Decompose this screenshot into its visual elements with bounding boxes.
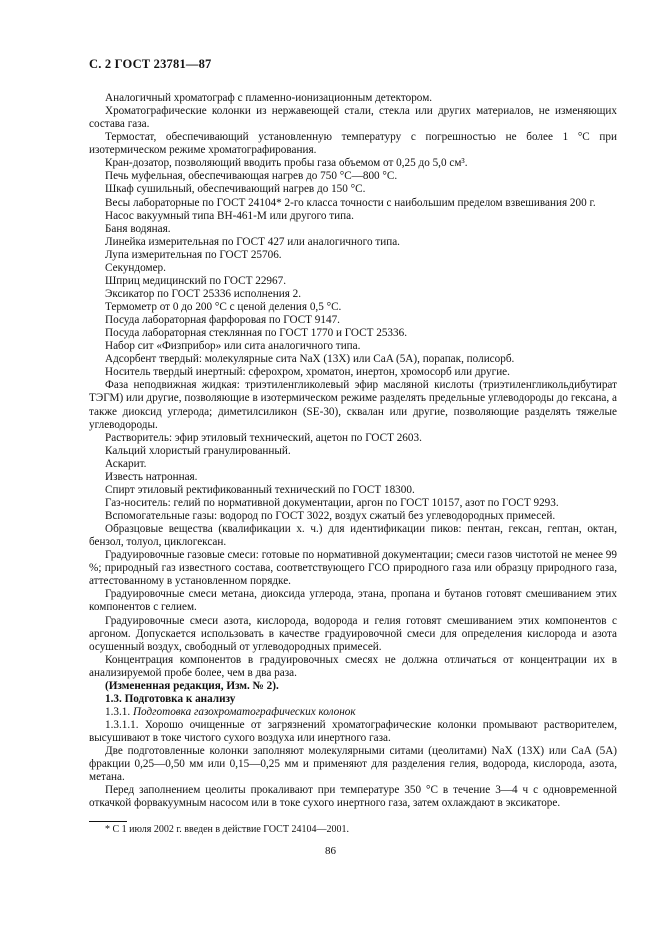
paragraph: Термометр от 0 до 200 °С с ценой деления 0,5 °С. xyxy=(105,301,342,313)
paragraph: Кальций хлористый гранулированный. xyxy=(105,444,291,457)
paragraph: Набор сит «Физприбор» или сита аналогичного типа. xyxy=(105,340,361,353)
body-text xyxy=(89,92,617,810)
paragraph: Насос вакуумный типа ВН-461-М или другого типа. xyxy=(105,209,354,222)
paragraph: Концентрация компонентов в градуировочных смесях не должна отличаться от концентрации их в анализируемой пробе более, чем в два раза. xyxy=(89,653,617,679)
paragraph: Газ-носитель: гелий по нормативной документации, аргон по ГОСТ 10157, азот по ГОСТ 9293. xyxy=(105,496,559,509)
paragraph: Аскарит. xyxy=(105,457,147,470)
footnote-divider xyxy=(89,821,127,822)
paragraph: Перед заполнением цеолиты прокаливают при температуре 350 °С в течение 3—4 ч с одновременной откачкой форвакуумным насосом или в токе сухого инертного газа, затем охлаждают в эксикаторе. xyxy=(89,784,617,810)
paragraph: Адсорбент твердый: молекулярные сита NaX (13X) или CaA (5A), порапак, полисорб. xyxy=(105,353,515,366)
page-header: С. 2 ГОСТ 23781—87 xyxy=(89,57,212,71)
paragraph: Две подготовленные колонки заполняют молекулярными ситами (цеолитами) NaX (13X) или CaA (5A) фракции 0,25—0,50 мм или 0,15—0,25 мм и применяют для разделения гелия, водорода, кислорода, азота, метана. xyxy=(89,745,617,784)
paragraph: Баня водяная. xyxy=(105,222,171,235)
paragraph: Секундомер. xyxy=(105,261,166,274)
amendment-note: (Измененная редакция, Изм. № 2). xyxy=(105,679,279,692)
subsection-title: Подготовка газохроматографических колонок xyxy=(132,705,356,718)
paragraph: Посуда лабораторная фарфоровая по ГОСТ 9147. xyxy=(105,314,340,327)
paragraph: Растворитель: эфир этиловый технический, ацетон по ГОСТ 2603. xyxy=(105,431,422,444)
paragraph: Фаза неподвижная жидкая: триэтиленгликолевый эфир масляной кислоты (триэтиленгликольдибутират ТЭГМ) или другие, позволяющие в изотермическом режиме разделять предельные углеводороды до гексана, а также диоксид углерода; диметилсиликон (SE-30), сквалан или другие, позволяющие разделять тяжелые углеводороды. xyxy=(89,379,617,431)
paragraph: Лупа измерительная по ГОСТ 25706. xyxy=(105,248,282,261)
paragraph: Шприц медицинский по ГОСТ 22967. xyxy=(105,274,286,287)
paragraph: Носитель твердый инертный: сферохром, хроматон, инертон, хромосорб или другие. xyxy=(105,366,510,379)
paragraph: Посуда лабораторная стеклянная по ГОСТ 1770 и ГОСТ 25336. xyxy=(105,327,408,340)
paragraph: Спирт этиловый ректификованный технический по ГОСТ 18300. xyxy=(105,483,415,496)
paragraph: Градуировочные смеси азота, кислорода, водорода и гелия готовят смешиванием этих компонентов с аргоном. Допускается использовать в качестве градуировочной смеси для определения кислорода и азота осушенный воздух, свободный от углеводородных примесей. xyxy=(89,614,617,653)
paragraph: Линейка измерительная по ГОСТ 427 или аналогичного типа. xyxy=(105,235,400,248)
paragraph: Вспомогательные газы: водород по ГОСТ 3022, воздух сжатый без углеводородных примесей. xyxy=(105,510,556,522)
paragraph: 1.3.1.1. Хорошо очищенные от загрязнений хроматографические колонки промывают растворителем, высушивают в токе чистого сухого воздуха или инертного газа. xyxy=(89,719,617,745)
paragraph: Шкаф сушильный, обеспечивающий нагрев до 150 °С. xyxy=(105,183,366,196)
paragraph: Термостат, обеспечивающий установленную температуру с погрешностью не более 1 °С при изотермическом режиме хроматографирования. xyxy=(89,131,617,157)
paragraph: Кран-дозатор, позволяющий вводить пробы газа объемом от 0,25 до 5,0 см³. xyxy=(105,157,468,170)
paragraph: Аналогичный хроматограф с пламенно-ионизационным детектором. xyxy=(105,92,433,104)
subsection-heading xyxy=(89,706,617,719)
paragraph: Градуировочные газовые смеси: готовые по нормативной документации; смеси газов чистотой не менее 99 %; природный газ известного состава, соответствующего ГСО природного газа или образцу природного газа, аттестованному в установленном порядке. xyxy=(89,549,617,588)
paragraph: Образцовые вещества (квалификации х. ч.) для идентификации пиков: пентан, гексан, гептан, октан, бензол, толуол, циклогексан. xyxy=(89,523,617,549)
paragraph: Эксикатор по ГОСТ 25336 исполнения 2. xyxy=(105,287,302,300)
paragraph: Печь муфельная, обеспечивающая нагрев до 750 °С—800 °С. xyxy=(105,170,398,183)
subsection-number: 1.3.1. xyxy=(105,705,133,718)
page-number: 86 xyxy=(325,845,336,857)
section-heading: 1.3. Подготовка к анализу xyxy=(105,692,236,705)
paragraph: Весы лабораторные по ГОСТ 24104* 2-го класса точности с наибольшим пределом взвешивания 200 г. xyxy=(105,196,596,209)
paragraph: Известь натронная. xyxy=(105,470,198,483)
paragraph: Градуировочные смеси метана, диоксида углерода, этана, пропана и бутанов готовят смешиванием этих компонентов с гелием. xyxy=(89,588,617,614)
footnote: * С 1 июля 2002 г. введен в действие ГОСТ 24104—2001. xyxy=(105,824,349,835)
paragraph: Хроматографические колонки из нержавеющей стали, стекла или других материалов, не изменяющих состава газа. xyxy=(89,105,617,131)
